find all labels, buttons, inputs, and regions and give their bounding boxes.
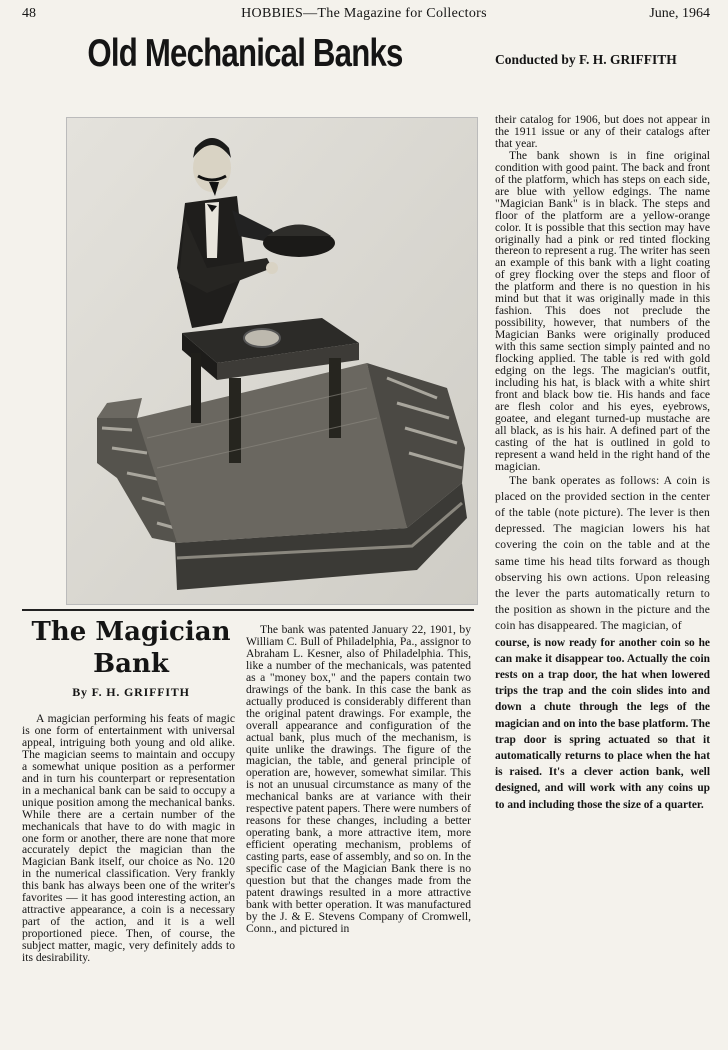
article-byline: By F. H. GRIFFITH xyxy=(72,685,190,699)
paragraph: The bank operates as follows: A coin is placed on the provided section in the center of the table (note picture). The lever is then depressed. The magician lowers his hat covering the coin on the table and at the same time his head tilts forward as though observing his own actions. Upon releasing the lever the parts automatically return to the position as shown in the picture and the coin has disappeared. The magician, of xyxy=(495,473,710,633)
column-1 xyxy=(22,713,235,964)
paragraph: The bank shown is in fine original condition with good paint. The back and front of the platform, which has steps on each side, are blue with yellow edgings. The name "Magician Bank" is in black. The steps and floor of the platform are a yellow-orange color. It is possible that this section may have originally had a pink or red tinted flocking thereon to represent a rug. The writer has seen an example of this bank with a light coating of grey flocking over the steps and floor of the platform and there is no question in his mind but that it was originally made in this fashion. This does not preclude the possibility, however, that numbers of the Magician Banks were originally produced with this same section simply painted and no flocking applied. The table is red with gold edging on the legs. The magician's outfit, including his hat, is black with a white shirt front and black bow tie. His hands and face are flesh color and his eyes, eyebrows, goatee, and elegant turned-up mustache are all black, as is his hair. A defined part of the casting of the hat is outlined in gold to represent a wand held in the right hand of the magician. xyxy=(495,148,710,473)
paragraph: A magician performing his feats of magic is one form of entertainment with universal appeal, intriguing both young and old alike. The magician seems to maintain and occupy a somewhat unique position as a performer and in turn his counterpart or representation in a mechanical bank can be said to occupy a unique position among the mechanical banks. While there are a certain number of the mechanicals that have to do with magic in one form or another, there are none that more accurately depict the magician than the Magician Bank itself, our choice as No. 120 in the numerical classification. Very frankly this bank has always been one of the writer's favorites — it has good interesting action, an attractive appearance, a coin is a necessary part of the action, and it is a well proportioned piece. Then, of course, the subject matter, magic, very definitely adds to its desirability. xyxy=(22,712,235,965)
article-title xyxy=(22,616,240,680)
paragraph: The bank was patented January 22, 1901, by William C. Bull of Philadelphia, Pa., assignor to Abraham L. Kesner, also of Philadelphia. This, like a number of the mechanicals, was patented as a "money box," and the papers contain two drawings of the bank. In this case the bank as actually produced is considerably different than the original patent drawings. For example, the overall appearance and configuration of the actual bank, plus much of the mechanism, is quite unlike the drawings. The figure of the magician, the table, and general principle of operation are, however, somewhat similar. This is not an unusual circumstance as many of the mechanical banks are at variance with their respective patent papers. There were numbers of reasons for these changes, including a better operating bank, a more attractive item, more efficient operating mechanism, problems of casting parts, ease of assembly, and so on. In the specific case of the Magician Bank there is no question but that the changes made from the patent drawings resulted in a more attractive bank with better operation. It was manufactured by the J. & E. Stevens Company of Cromwell, Conn., and pictured in xyxy=(246,623,471,935)
article-title-line1: The Magician xyxy=(31,617,231,647)
conducted-by: Conducted by F. H. GRIFFITH xyxy=(495,52,677,67)
article-title-line2: Bank xyxy=(93,649,169,679)
magician-bank-photo xyxy=(66,117,478,605)
section-title: Old Mechanical Banks xyxy=(87,32,403,75)
paragraph: their catalog for 1906, but does not appear in the 1911 issue or any of their catalogs after that year. xyxy=(495,113,710,150)
issue-date: June, 1964 xyxy=(649,6,710,21)
column-2 xyxy=(246,624,471,935)
paragraph: course, is now ready for another coin so he can make it disappear too. Actually the coin rests on a trap door, the hat when lowered trips the trap and the coin slides into and down a chute through the legs of the magician and on into the base platform. The trap door is spring actuated so that it automatically returns to place when the hat is raised. It's a clever action bank, well designed, and will work with any coins up to and including those the size of a quarter. xyxy=(495,636,710,811)
magazine-header: HOBBIES—The Magazine for Collectors xyxy=(241,6,487,21)
column-3 xyxy=(495,114,710,813)
magician-bank-illustration xyxy=(67,118,477,604)
divider xyxy=(22,609,474,611)
page-number: 48 xyxy=(22,6,36,21)
